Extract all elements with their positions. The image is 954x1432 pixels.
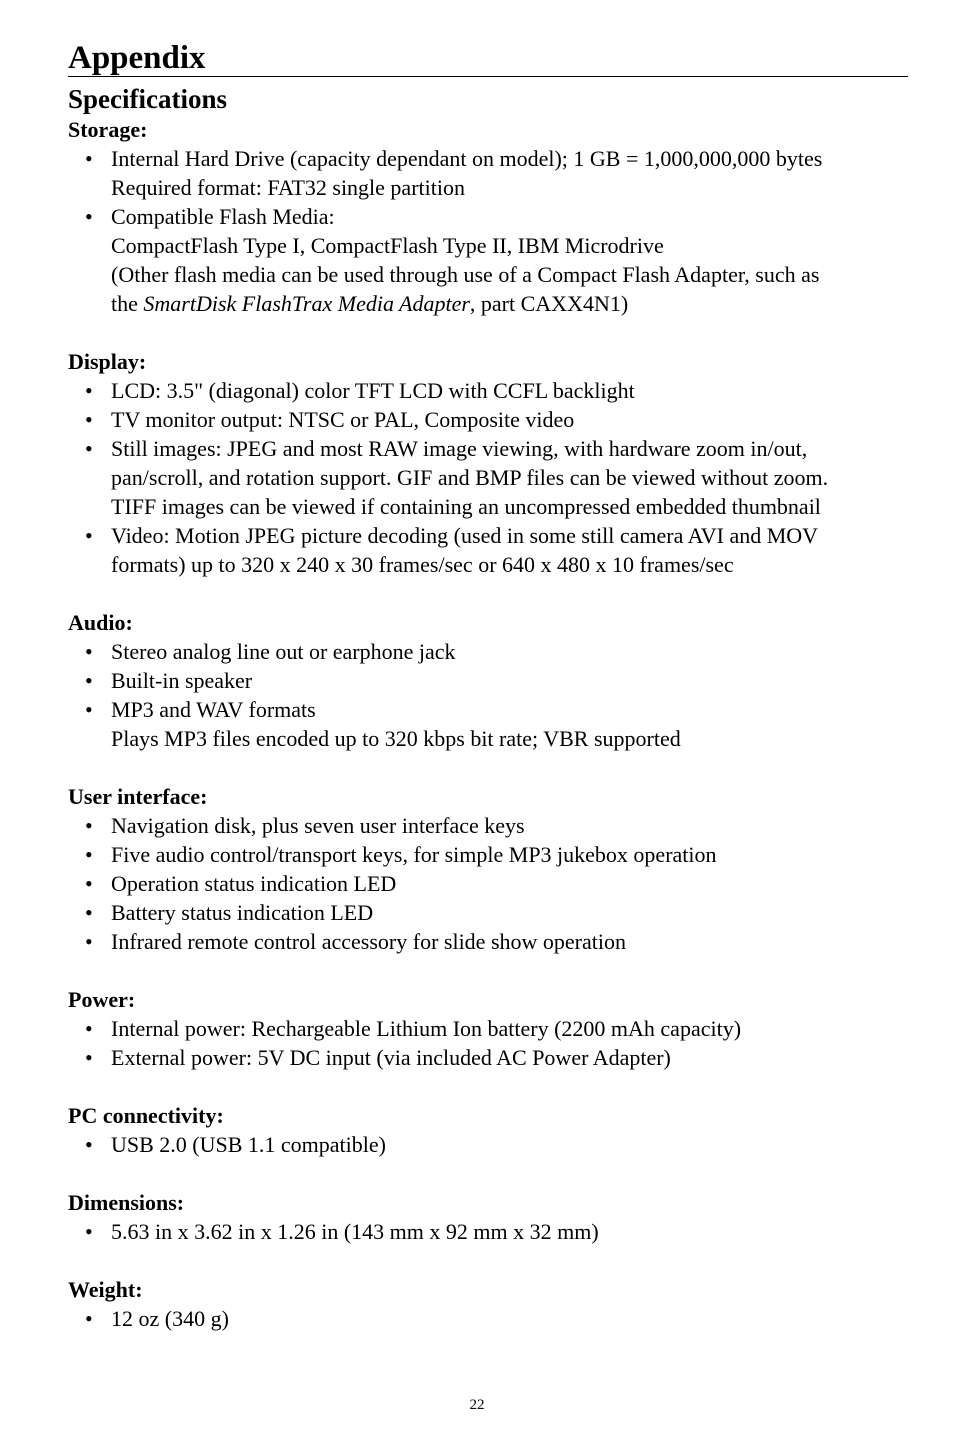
item-text-line: Infrared remote control accessory for slide show operation bbox=[111, 929, 626, 954]
list-item bbox=[68, 869, 908, 898]
list-item bbox=[68, 434, 908, 521]
bullet-list bbox=[68, 376, 908, 579]
item-text-line: Still images: JPEG and most RAW image viewing, with hardware zoom in/out, bbox=[111, 436, 808, 461]
spec-section bbox=[68, 608, 908, 753]
item-text-line: Internal power: Rechargeable Lithium Ion battery (2200 mAh capacity) bbox=[111, 1016, 742, 1041]
list-item bbox=[68, 202, 908, 318]
item-text-line: TIFF images can be viewed if containing an uncompressed embedded thumbnail bbox=[111, 494, 821, 519]
item-text-line: MP3 and WAV formats bbox=[111, 697, 316, 722]
list-item bbox=[68, 144, 908, 202]
bullet-icon: • bbox=[85, 639, 93, 664]
list-item bbox=[68, 1304, 908, 1333]
bullet-icon: • bbox=[85, 523, 93, 548]
spec-section bbox=[68, 1275, 908, 1333]
bullet-icon: • bbox=[85, 204, 93, 229]
bullet-list bbox=[68, 1217, 908, 1246]
bullet-icon: • bbox=[85, 436, 93, 461]
spec-section bbox=[68, 1188, 908, 1246]
item-text-line: Stereo analog line out or earphone jack bbox=[111, 639, 456, 664]
bullet-list bbox=[68, 1304, 908, 1333]
section-heading: Display: bbox=[68, 349, 147, 374]
item-text-line: USB 2.0 (USB 1.1 compatible) bbox=[111, 1132, 386, 1157]
bullet-icon: • bbox=[85, 900, 93, 925]
item-text-line: pan/scroll, and rotation support. GIF and BMP files can be viewed without zoom. bbox=[111, 465, 829, 490]
text-fragment: the bbox=[111, 291, 144, 316]
bullet-icon: • bbox=[85, 1045, 93, 1070]
item-text-line: formats) up to 320 x 240 x 30 frames/sec or 640 x 480 x 10 frames/sec bbox=[111, 552, 734, 577]
bullet-icon: • bbox=[85, 871, 93, 896]
bullet-icon: • bbox=[85, 668, 93, 693]
bullet-icon: • bbox=[85, 378, 93, 403]
product-name: SmartDisk FlashTrax Media Adapter bbox=[143, 291, 470, 316]
bullet-icon: • bbox=[85, 842, 93, 867]
section-heading: Audio: bbox=[68, 610, 133, 635]
section-heading: Dimensions: bbox=[68, 1190, 185, 1215]
list-item bbox=[68, 1130, 908, 1159]
item-text-line: Five audio control/transport keys, for simple MP3 jukebox operation bbox=[111, 842, 717, 867]
bullet-list bbox=[68, 1014, 908, 1072]
item-text-line: 12 oz (340 g) bbox=[111, 1306, 229, 1331]
spec-section bbox=[68, 985, 908, 1072]
item-text-line: Battery status indication LED bbox=[111, 900, 374, 925]
bullet-icon: • bbox=[85, 697, 93, 722]
spec-section bbox=[68, 1101, 908, 1159]
list-item bbox=[68, 666, 908, 695]
bullet-list bbox=[68, 144, 908, 318]
section-heading: PC connectivity: bbox=[68, 1103, 224, 1128]
specifications-list bbox=[68, 115, 908, 1333]
bullet-list bbox=[68, 637, 908, 753]
item-text-line: External power: 5V DC input (via included AC Power Adapter) bbox=[111, 1045, 671, 1070]
list-item bbox=[68, 405, 908, 434]
spec-section bbox=[68, 782, 908, 956]
item-text-line: Navigation disk, plus seven user interface keys bbox=[111, 813, 525, 838]
list-item bbox=[68, 898, 908, 927]
spec-section bbox=[68, 115, 908, 318]
bullet-icon: • bbox=[85, 1306, 93, 1331]
bullet-icon: • bbox=[85, 146, 93, 171]
bullet-icon: • bbox=[85, 1219, 93, 1244]
section-heading: User interface: bbox=[68, 784, 208, 809]
item-text-line: Compatible Flash Media: bbox=[111, 204, 335, 229]
bullet-list bbox=[68, 1130, 908, 1159]
page-number: 22 bbox=[469, 1397, 485, 1413]
item-text-line: Built-in speaker bbox=[111, 668, 253, 693]
section-heading: Storage: bbox=[68, 117, 148, 142]
bullet-icon: • bbox=[85, 1016, 93, 1041]
section-heading: Weight: bbox=[68, 1277, 143, 1302]
item-text-line: Video: Motion JPEG picture decoding (used in some still camera AVI and MOV bbox=[111, 523, 819, 548]
list-item bbox=[68, 811, 908, 840]
text-fragment: , part CAXX4N1) bbox=[469, 291, 629, 316]
item-text-line: CompactFlash Type I, CompactFlash Type II, IBM Microdrive bbox=[111, 233, 664, 258]
item-text-line: 5.63 in x 3.62 in x 1.26 in (143 mm x 92 mm x 32 mm) bbox=[111, 1219, 599, 1244]
list-item bbox=[68, 521, 908, 579]
list-item bbox=[68, 1014, 908, 1043]
list-item bbox=[68, 840, 908, 869]
item-text-line: TV monitor output: NTSC or PAL, Composite video bbox=[111, 407, 575, 432]
page-title: Appendix bbox=[68, 40, 908, 77]
bullet-icon: • bbox=[85, 929, 93, 954]
item-text-line: LCD: 3.5" (diagonal) color TFT LCD with CCFL backlight bbox=[111, 378, 635, 403]
item-text-line bbox=[111, 289, 908, 318]
page-subtitle: Specifications bbox=[68, 84, 227, 114]
spec-section bbox=[68, 347, 908, 579]
bullet-icon: • bbox=[85, 1132, 93, 1157]
list-item bbox=[68, 376, 908, 405]
item-text-line: Required format: FAT32 single partition bbox=[111, 175, 465, 200]
item-text-line: Internal Hard Drive (capacity dependant on model); 1 GB = 1,000,000,000 bytes bbox=[111, 146, 823, 171]
bullet-icon: • bbox=[85, 407, 93, 432]
list-item bbox=[68, 927, 908, 956]
item-text-line: Operation status indication LED bbox=[111, 871, 397, 896]
document-page bbox=[68, 40, 908, 1362]
item-text-line: Plays MP3 files encoded up to 320 kbps bit rate; VBR supported bbox=[111, 726, 681, 751]
bullet-list bbox=[68, 811, 908, 956]
list-item bbox=[68, 1217, 908, 1246]
list-item bbox=[68, 637, 908, 666]
item-text-line: (Other flash media can be used through use of a Compact Flash Adapter, such as bbox=[111, 262, 820, 287]
list-item bbox=[68, 695, 908, 753]
bullet-icon: • bbox=[85, 813, 93, 838]
section-heading: Power: bbox=[68, 987, 136, 1012]
list-item bbox=[68, 1043, 908, 1072]
